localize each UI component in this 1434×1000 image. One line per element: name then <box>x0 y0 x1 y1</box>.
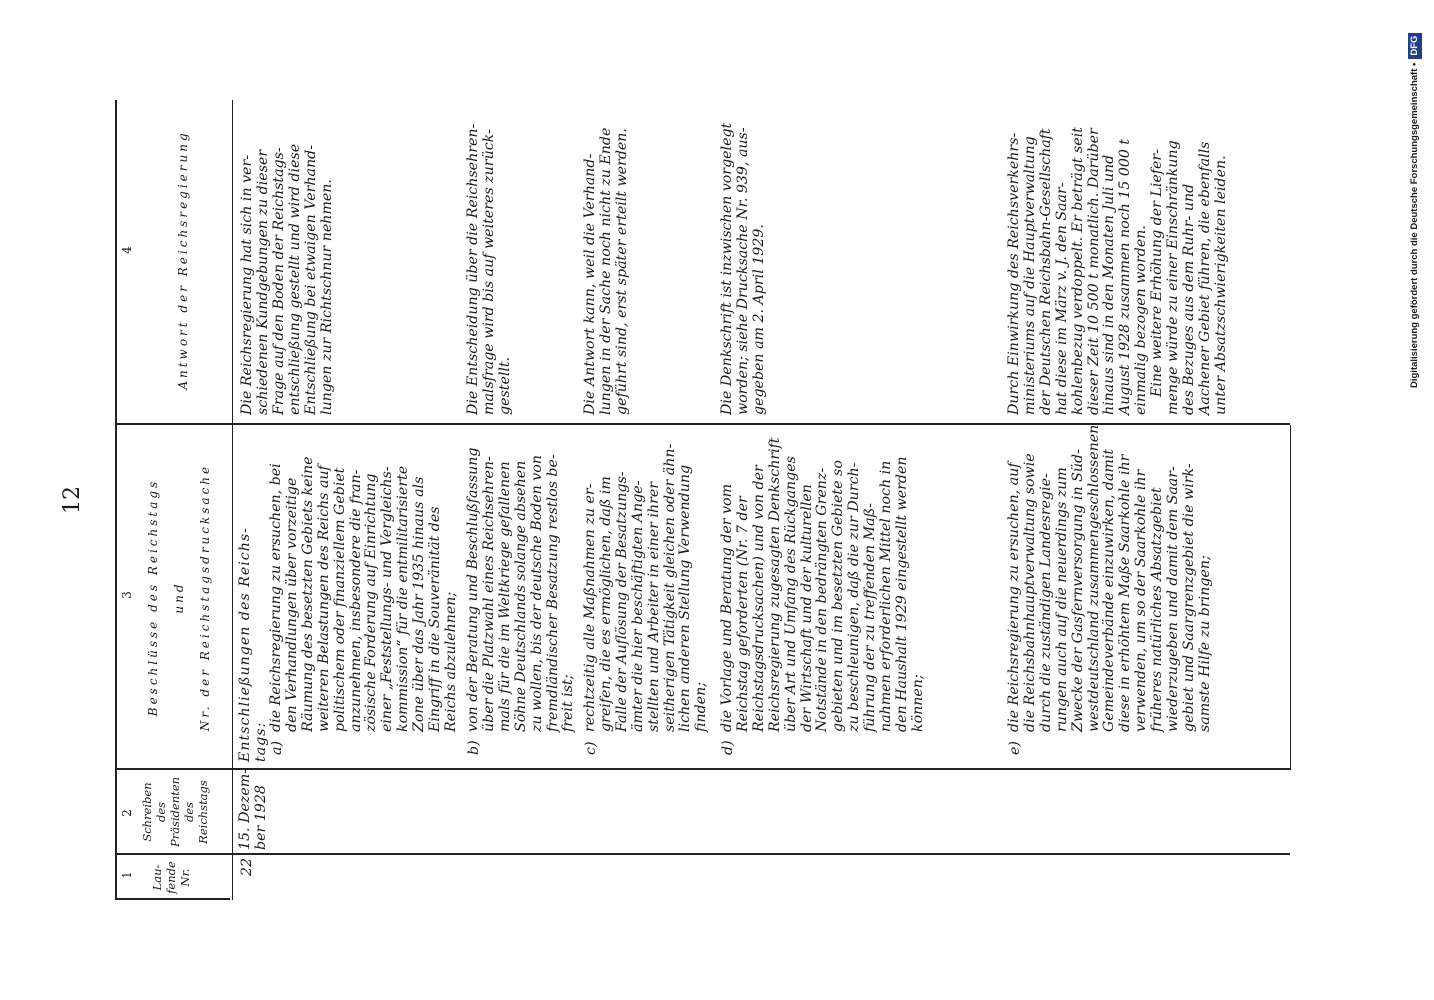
header-col2: Schreiben des Präsidenten des Reichstags <box>140 776 210 848</box>
funding-note-text: Digitalisierung gefördert durch die Deutsche Forschungsgemeinschaft • <box>1409 62 1420 388</box>
row-date: 15. Dezem- ber 1928 <box>237 769 269 850</box>
item-b-text: von der Beratung und Beschlußfassung über die Platzwahl eines Reichsehren- mals für die im Weltkriege gefallenen Söhne Deutschlands solange absehen zu wollen, bis der deutsche Boden von fremdländischer Besatzung restlos be- freit ist; <box>465 447 577 732</box>
column-number-3: 3 <box>120 591 134 599</box>
item-d-text: die Vorlage und Beratung der vom Reichstag geforderten (Nr. 7 der Reichstagsdrucksachen) und von der Reichsregierung zugesagten Denkschrift über Art und Umfang des Rückganges der Wirtschaft und der kulturellen Notstände in den bedrängten Grenz- gebieten und im besetzten Gebiete so zu beschleunigen, daß die zur Durch- führung der zu treffenden Maß- nahmen erforderlichen Mittel noch in den Haushalt 1929 eingestellt werden können; <box>719 437 926 732</box>
resolutions-intro: Entschließungen des Reichs- tags: <box>237 527 269 762</box>
row-number: 22 <box>239 858 255 877</box>
col3-bottom-rule <box>1290 425 1291 770</box>
item-e-text: die Reichsregierung zu ersuchen, auf die Reichsbahnhauptverwaltung sowie durch die zuständigen Landesregie- rungen auch auf die neuerdings zum Zwecke der Gasfernversorgung in Süd- westdeutschland zusammengeschlossenen Gemeindeverbände einzuwirken, damit diese in erhöhtem Maße Saarkohle ihr verwenden, um so der Saarkohle ihr früheres natürliches Absatzgebiet wiederzugeben und damit dem Saar- gebiet und Saargrenzgebiet die wirk- samste Hilfe zu bringen; <box>1006 424 1213 732</box>
header-bottom-rule <box>232 100 233 900</box>
item-b-answer: Die Entscheidung über die Reichsehren- malsfrage wird bis auf weiteres zurück- gestellt. <box>465 123 513 415</box>
page-number: 12 <box>60 486 85 514</box>
column-number-4: 4 <box>120 246 134 254</box>
item-c-answer: Die Antwort kann, weil die Verhand- lungen in der Sache noch nicht zu Ende geführt sind, erst später erteilt werden. <box>582 127 630 415</box>
col2-right-rule <box>115 768 1290 770</box>
item-d-answer: Die Denkschrift ist inzwischen vorgelegt worden; siehe Drucksache Nr. 939, aus- gegeben am 2. April 1929. <box>719 122 767 415</box>
item-a-label: a) <box>269 741 285 755</box>
table-top-rule <box>115 100 117 900</box>
item-c-text: rechtzeitig alle Maßnahmen zu er- greifen, die es ermöglichen, daß im Falle der Auflösung der Besatzungs- ämter die hier beschäftigten Ange- stellten und Arbeiter in einer ihrer seitherigen Tätigkeit gleichen oder ähn- lichen anderen Stellung Verwendung finden; <box>582 443 710 732</box>
item-d-label: d) <box>720 740 736 755</box>
col3-right-rule <box>115 423 1290 425</box>
column-number-1: 1 <box>120 871 134 879</box>
item-e-answer: Durch Einwirkung des Reichsverkehrs- ministeriums auf die Hauptverwaltung der Deutschen Reichsbahn-Gesellschaft hat diese im März v. J. den Saar- kohlenbezug verdoppelt. Er beträgt seit dieser Zeit 10 500 t monatlich. Darüber hinaus sind in den Monaten Juli und August 1928 zusammen noch 15 000 t einmalig bezogen worden. Eine weitere Erhöhung der Liefer- menge würde zu einer Einschränkung des Bezuges aus dem Ruhr- und Aachener Gebiet führen, die ebenfalls unter Absatzschwierigkeiten leiden. <box>1006 127 1229 415</box>
dfg-logo: DFG <box>1408 33 1422 59</box>
funding-note <box>1404 8 1426 388</box>
header-col4: Antwort der Reichsregierung <box>176 130 190 390</box>
header-col1: Lau- fende Nr. <box>150 861 192 894</box>
header-col3-line3: Nr. der Reichstagsdrucksache <box>198 463 212 732</box>
header-col3-line1: Beschlüsse des Reichstags <box>146 478 160 717</box>
item-b-label: b) <box>466 740 482 755</box>
header-col3-line2: und <box>172 581 186 614</box>
item-e-label: e) <box>1007 741 1023 755</box>
item-c-label: c) <box>583 741 599 755</box>
item-a-answer: Die Reichsregierung hat sich in ver- schiedenen Kundgebungen zu dieser Frage auf den Boden der Reichstags- entschließung gestellt und wird diese Entschließung bei etwaigen Verhand- lungen zur Richtschnur nehmen. <box>239 143 335 415</box>
header-col3 <box>140 430 218 765</box>
item-a-text: die Reichsregierung zu ersuchen, bei den Verhandlungen über vorzeitige Räumung des besetzten Gebiets keine weiteren Belastungen des Reichs auf politischem oder finanziellem Gebiet anzunehmen, insbesondere die fran- zösische Forderung auf Einrichtung einer „Feststellungs- und Vergleichs- kommission“ für die entmilitarisierte Zone über das Jahr 1935 hinaus als Eingriff in die Souveränität des Reichs abzulehnen; <box>268 456 459 732</box>
column-number-2: 2 <box>120 809 134 817</box>
col1-right-rule <box>115 853 1290 855</box>
